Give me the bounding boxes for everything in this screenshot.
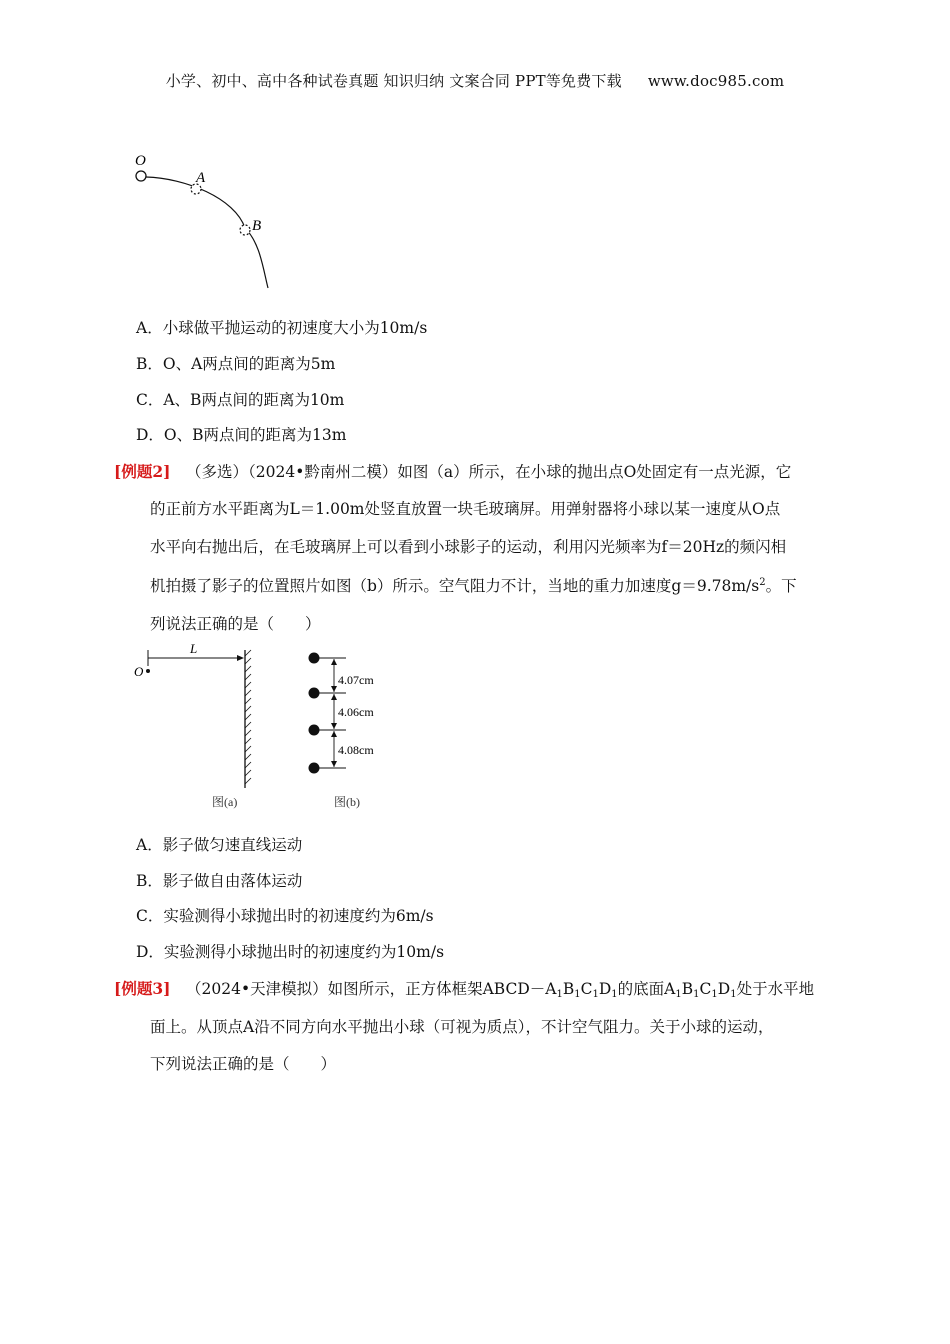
distance-label-3: 4.08cm (338, 743, 374, 757)
ex3-l1-b: B (562, 980, 575, 998)
ex3-sub: 1 (693, 989, 700, 1000)
header-text: 小学、初中、高中各种试卷真题 知识归纳 文案合同 PPT等免费下载 (165, 72, 622, 90)
example3-line1 (186, 979, 814, 999)
example2-line5: 列说法正确的是（ ） (150, 615, 321, 633)
ex3-sub: 1 (711, 989, 718, 1000)
page-header (0, 70, 950, 91)
q1-option-c: C．A、B两点间的距离为10m (136, 391, 345, 409)
q1-option-a: A．小球做平抛运动的初速度大小为10m/s (136, 319, 428, 337)
example2-line2: 的正前方水平距离为L＝1.00m处竖直放置一块毛玻璃屏。用弹射器将小球以某一速度从O点 (150, 500, 781, 518)
fig-a-l-label: L (190, 641, 198, 656)
example3-line3: 下列说法正确的是（ ） (150, 1055, 337, 1073)
example2-line4-sup: 2 (759, 577, 766, 588)
example2-line4-post: 。下 (765, 577, 797, 595)
ex3-l1-f: B (681, 980, 694, 998)
header-site: www.doc985.com (647, 72, 785, 90)
ex3-l1-a: （2024•天津模拟）如图所示，正方体框架ABCD－A (186, 980, 557, 998)
trajectory-figure (125, 148, 285, 293)
example2-line1: （多选）（2024•黔南州二模）如图（a）所示，在小球的抛出点O处固定有一点光源，它 (186, 463, 792, 481)
shadow-figure (128, 640, 398, 815)
q2-option-c: C．实验测得小球抛出时的初速度约为6m/s (136, 907, 434, 925)
example3-tag: [例题3] (114, 979, 171, 998)
ex3-sub: 1 (592, 989, 599, 1000)
ex3-sub: 1 (675, 989, 682, 1000)
example2-line4-pre: 机拍摄了影子的位置照片如图（b）所示。空气阻力不计，当地的重力加速度g＝9.78m/s (150, 577, 760, 595)
q2-option-b: B．影子做自由落体运动 (136, 872, 303, 890)
trajectory-curve (146, 177, 268, 288)
q1-option-b: B．O、A两点间的距离为5m (136, 355, 336, 373)
ex3-l1-d: D (598, 980, 612, 998)
ex3-sub: 1 (611, 989, 618, 1000)
q2-option-a: A．影子做匀速直线运动 (136, 836, 303, 854)
q1-option-d: D．O、B两点间的距离为13m (136, 426, 347, 444)
example2-line3: 水平向右抛出后，在毛玻璃屏上可以看到小球影子的运动，利用闪光频率为f＝20Hz的频闪相 (150, 538, 787, 556)
ex3-l1-g: C (699, 980, 712, 998)
ex3-sub: 1 (730, 989, 737, 1000)
ex3-l1-h: D (717, 980, 731, 998)
ex3-sub: 1 (556, 989, 563, 1000)
ex3-l1-c: C (580, 980, 593, 998)
fig-a-o-label: O (134, 664, 144, 679)
screen-hatching (245, 650, 251, 784)
point-a-label: A (196, 170, 206, 186)
distance-label-1: 4.07cm (338, 673, 374, 687)
example3-line2: 面上。从顶点A沿不同方向水平抛出小球（可视为质点），不计空气阻力。关于小球的运动， (150, 1018, 774, 1036)
point-o-label: O (135, 153, 146, 169)
fig-b-caption: 图(b) (334, 795, 360, 809)
distance-label-2: 4.06cm (338, 705, 374, 719)
ex3-l1-e: 的底面A (617, 980, 676, 998)
l-arrowhead (237, 655, 244, 661)
fig-a-caption: 图(a) (212, 795, 238, 809)
point-b-marker (240, 225, 250, 235)
ex3-l1-i: 处于水平地 (736, 980, 815, 998)
example2-line4 (150, 576, 797, 596)
example2-tag: [例题2] (114, 462, 171, 481)
point-o-marker (136, 171, 146, 181)
q2-option-d: D．实验测得小球抛出时的初速度约为10m/s (136, 943, 445, 961)
point-b-label: B (252, 218, 262, 234)
ex3-sub: 1 (574, 989, 581, 1000)
light-source-dot (146, 669, 150, 673)
